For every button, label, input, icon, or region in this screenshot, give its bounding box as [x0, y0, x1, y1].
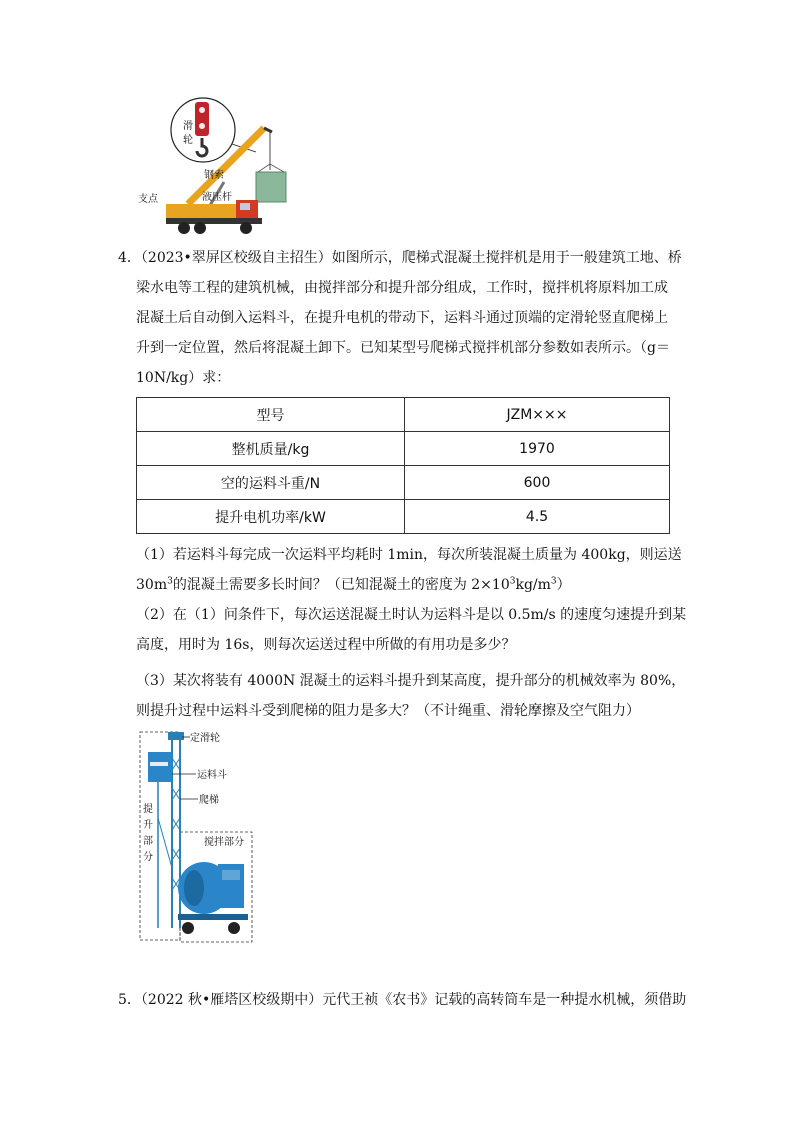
label-bucket: 运料斗: [197, 770, 227, 781]
table-row: [137, 466, 670, 500]
wheel: [178, 222, 190, 234]
q5-line-1: 5．（2022 秋•雁塔区校级期中）元代王祯《农书》记载的高转筒车是一种提水机械，须借助: [118, 992, 687, 1008]
q4-sub2-line-2: 高度，用时为 16s，则每次运送过程中所做的有用功是多少？: [136, 637, 516, 653]
label-pulley-2: 轮: [183, 135, 193, 146]
q4-line-1: 4．（2023•翠屏区校级自主招生）如图所示，爬梯式混凝土搅拌机是用于一般建筑工地、桥: [118, 250, 682, 266]
bucket-shape: [148, 752, 172, 782]
label-lift-1: 提: [143, 804, 153, 815]
parameter-table: [136, 397, 670, 534]
label-ladder: 爬梯: [199, 795, 219, 806]
cargo-box: [256, 172, 286, 202]
table-cell-value: 600: [405, 466, 670, 500]
q4-line-4: 升到一定位置，然后将混凝土卸下。已知某型号爬梯式搅拌机部分参数如表所示。（g＝: [136, 340, 670, 356]
table-row: [137, 500, 670, 534]
table-cell-name: 空的运料斗重/N: [137, 466, 405, 500]
label-lift-4: 分: [143, 852, 153, 863]
label-pulley-1: 滑: [183, 121, 193, 132]
mixer-figure: [138, 728, 256, 946]
label-lift-2: 升: [143, 820, 153, 831]
truck-body: [166, 204, 248, 220]
label-mixing: 搅拌部分: [204, 837, 244, 848]
table-row: [137, 398, 670, 432]
table-cell-name: 整机质量/kg: [137, 432, 405, 466]
wheel: [182, 922, 194, 934]
table-cell-name: 型号: [137, 398, 405, 432]
q4-line-2: 梁水电等工程的建筑机械，由搅拌部分和提升部分组成，工作时，搅拌机将原料加工成: [136, 280, 668, 296]
table-cell-name: 提升电机功率/kW: [137, 500, 405, 534]
table-cell-value: 1970: [405, 432, 670, 466]
q4-sub2-line-1: （2）在（1）问条件下，每次运送混凝土时认为运料斗是以 0.5m/s 的速度匀速提升到某: [136, 607, 687, 623]
fixed-pulley-shape: [168, 732, 184, 740]
label-cable: 钢索: [204, 170, 224, 181]
label-pivot: 支点: [138, 194, 158, 205]
table-cell-value: 4.5: [405, 500, 670, 534]
q4-sub1-line-1: （1）若运料斗每完成一次运料平均耗时 1min，每次所装混凝土质量为 400kg，则运送: [136, 547, 682, 563]
label-lift-3: 部: [143, 836, 153, 847]
label-hydraulic-rod: 液压杆: [202, 192, 232, 203]
q4-sub3-line-2: 则提升过程中运料斗受到爬梯的阻力是多大？（不计绳重、滑轮摩擦及空气阻力）: [136, 703, 640, 719]
q4-line-5: 10N/kg）求：: [136, 370, 231, 386]
crane-figure: [136, 92, 306, 242]
q4-sub1-line-2: $30m^3$的混凝土需要多长时间？（已知混凝土的密度为 $2\times 10^3kg/m^3$）: [136, 576, 571, 593]
label-fixed-pulley: 定滑轮: [190, 733, 220, 744]
q4-sub3-line-1: （3）某次将装有 4000N 混凝土的运料斗提升到某高度，提升部分的机械效率为 80%，: [136, 673, 686, 689]
table-row: [137, 432, 670, 466]
q4-line-3: 混凝土后自动倒入运料斗，在提升电机的带动下，运料斗通过顶端的定滑轮竖直爬梯上: [136, 310, 668, 326]
table-cell-value: JZM×××: [405, 398, 670, 432]
